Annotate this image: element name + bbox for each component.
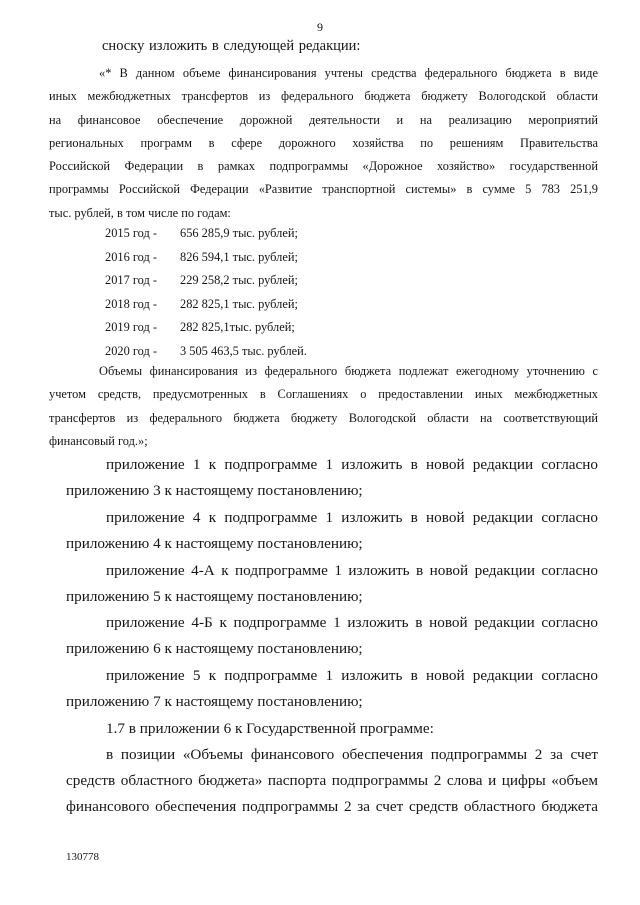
text-line: приложению 6 к настоящему постановлению; [66, 640, 363, 657]
year-label: 2016 год - [105, 249, 158, 264]
text-line: Объемы финансирования из федерального бюджета подлежат ежегодному уточнению с [99, 364, 598, 378]
year-label: 2019 год - [105, 320, 158, 335]
text-line: «* В данном объеме финансирования учтены средства федерального бюджета в виде [99, 66, 598, 80]
text-line: финансового обеспечения подпрограммы 2 за счет средств областного бюджета [66, 798, 598, 815]
text-line: трансфертов из федерального бюджета бюджету Вологодской области на соответствующий [49, 410, 598, 425]
text-line: приложению 4 к настоящему постановлению; [66, 535, 363, 552]
year-label: 2020 год - [105, 343, 158, 358]
text-line: приложению 5 к настоящему постановлению; [66, 588, 363, 605]
year-label: 2015 год - [105, 226, 158, 240]
text-line: учетом средств, предусмотренных в Соглашениях о предоставлении иных межбюджетных [49, 387, 598, 402]
year-amount: 229 258,2 тыс. рублей; [180, 273, 298, 288]
year-amount: 826 594,1 тыс. рублей; [180, 249, 298, 264]
text-line: программы Российской Федерации «Развитие транспортной системы» в сумме 5 783 251,9 [49, 182, 598, 197]
intro-line: сноску изложить в следующей редакции: [102, 38, 361, 54]
text-line: приложению 3 к настоящему постановлению; [66, 482, 363, 499]
body-paragraph [66, 452, 598, 504]
text-line: 1.7 в приложении 6 к Государственной программе: [106, 720, 434, 737]
text-line: иных межбюджетных трансфертов из федерального бюджета бюджету Вологодской области [49, 89, 598, 104]
body-paragraph [66, 663, 598, 715]
year-label: 2018 год - [105, 296, 158, 311]
body-paragraph [66, 610, 598, 662]
text-line: приложение 1 к подпрограмме 1 изложить в новой редакции согласно [106, 456, 598, 473]
text-line: приложение 4 к подпрограмме 1 изложить в новой редакции согласно [106, 509, 598, 526]
body-paragraph [66, 742, 598, 820]
year-label: 2017 год - [105, 273, 158, 288]
year-amount: 282 825,1 тыс. рублей; [180, 296, 298, 311]
document-code: 130778 [66, 851, 99, 863]
text-line: тыс. рублей, в том числе по годам: [49, 205, 231, 220]
body-paragraph [66, 558, 598, 610]
footnote-paragraph-2 [49, 360, 598, 453]
page-number: 9 [317, 20, 323, 34]
year-amount: 282 825,1тыс. рублей; [180, 320, 295, 335]
year-amount: 656 285,9 тыс. рублей; [180, 226, 298, 240]
text-line: Российской Федерации в рамках подпрограммы «Дорожное хозяйство» государственной [49, 159, 598, 174]
text-line: финансовый год.»; [49, 433, 148, 448]
body-paragraph [66, 716, 598, 742]
text-line: приложение 5 к подпрограмме 1 изложить в новой редакции согласно [106, 667, 598, 684]
text-line: на финансовое обеспечение дорожной деятельности и на реализацию мероприятий [49, 112, 598, 127]
body-paragraph [66, 505, 598, 557]
text-line: региональных программ в сфере дорожного хозяйства по решениям Правительства [49, 135, 598, 150]
footnote-paragraph-1 [49, 62, 598, 225]
text-line: приложение 4-Б к подпрограмме 1 изложить в новой редакции согласно [106, 614, 598, 631]
text-line: в позиции «Объемы финансового обеспечения подпрограммы 2 за счет [106, 746, 598, 763]
year-amount: 3 505 463,5 тыс. рублей. [180, 343, 307, 358]
text-line: приложение 4-А к подпрограмме 1 изложить в новой редакции согласно [106, 562, 598, 579]
text-line: средств областного бюджета» паспорта подпрограммы 2 слова и цифры «объем [66, 772, 598, 789]
text-line: приложению 7 к настоящему постановлению; [66, 693, 363, 710]
